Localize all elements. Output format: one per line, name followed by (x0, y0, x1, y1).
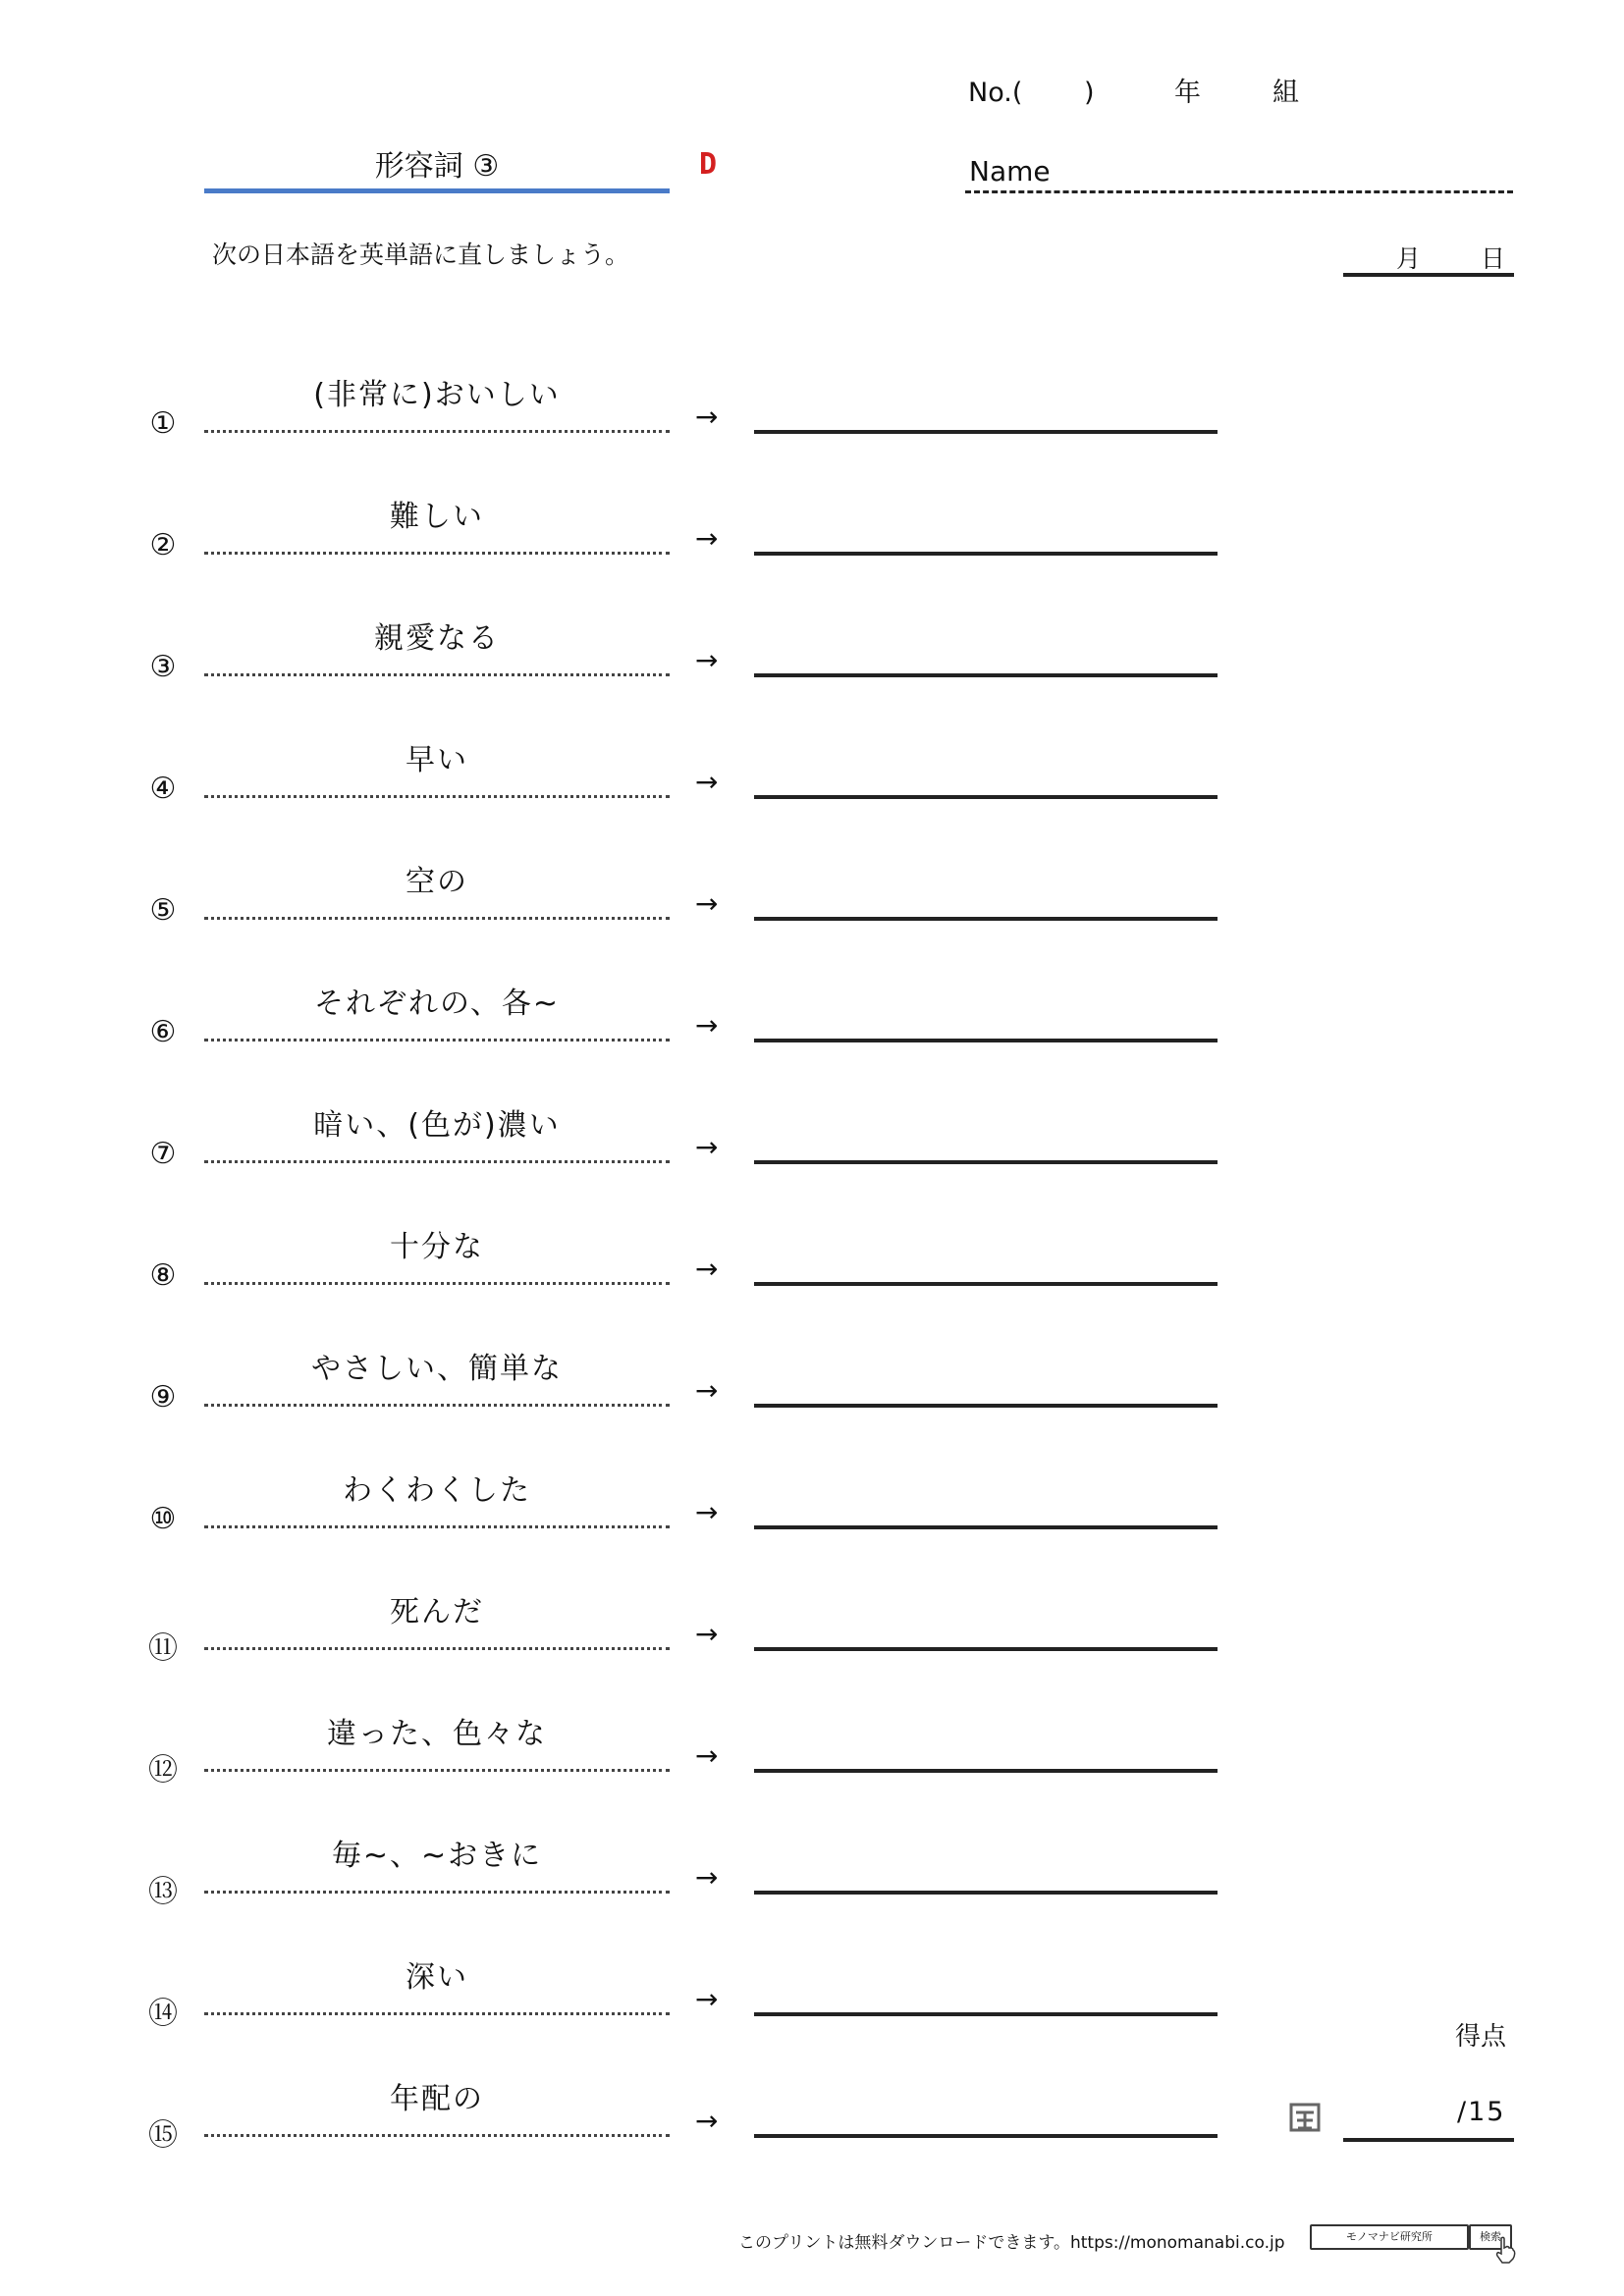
question-underline (204, 1769, 670, 1772)
question-number: ⑦ (149, 1137, 177, 1171)
question-underline (204, 552, 670, 555)
arrow-icon: → (695, 766, 719, 798)
question-underline (204, 1282, 670, 1285)
answer-field[interactable] (754, 2134, 1218, 2138)
question-row (0, 1953, 1624, 2075)
question-row (0, 1832, 1624, 1953)
question-number: ⑤ (149, 893, 177, 928)
question-row (0, 1101, 1624, 1223)
question-row (0, 1223, 1624, 1345)
question-number: ⑫ (148, 1753, 178, 1788)
arrow-icon: → (695, 1374, 719, 1407)
question-row (0, 736, 1624, 858)
arrow-icon: → (695, 1739, 719, 1772)
answer-field[interactable] (754, 1647, 1218, 1651)
arrow-icon: → (695, 1009, 719, 1041)
question-row (0, 1710, 1624, 1832)
arrow-icon: → (695, 1618, 719, 1650)
question-text: 深い (406, 1960, 468, 1995)
arrow-icon: → (695, 522, 719, 555)
question-underline (204, 1404, 670, 1407)
question-text: (非常に)おいしい (313, 378, 561, 412)
arrow-icon: → (695, 887, 719, 920)
question-text: 親愛なる (374, 621, 500, 656)
question-underline (204, 1160, 670, 1163)
question-text: 空の (406, 865, 468, 899)
search-button[interactable]: 検索 (1469, 2224, 1512, 2250)
arrow-icon: → (695, 2105, 719, 2137)
grade-label: 年 (1174, 78, 1201, 108)
day-label: 日 (1481, 244, 1506, 273)
hand-cursor-icon (1494, 2236, 1516, 2264)
answer-field[interactable] (754, 1525, 1218, 1529)
question-text: 死んだ (390, 1595, 484, 1629)
class-label: 組 (1272, 78, 1299, 108)
question-number: ⑬ (148, 1875, 178, 1909)
name-field[interactable] (965, 190, 1513, 193)
score-total: /15 (1457, 2097, 1506, 2127)
arrow-icon: → (695, 644, 719, 676)
question-number: ① (149, 406, 177, 441)
question-row (0, 493, 1624, 614)
arrow-icon: → (695, 1861, 719, 1894)
question-text: 違った、色々な (327, 1717, 547, 1751)
month-label: 月 (1396, 244, 1422, 273)
arrow-icon: → (695, 400, 719, 433)
arrow-icon: → (695, 1983, 719, 2015)
question-underline (204, 673, 670, 676)
question-text: それぞれの、各~ (314, 987, 560, 1021)
answer-field[interactable] (754, 1891, 1218, 1895)
question-number: ⑪ (148, 1631, 178, 1666)
question-row (0, 614, 1624, 736)
question-number: ⑨ (149, 1380, 177, 1415)
score-label: 得点 (1455, 2022, 1507, 2052)
question-number: ⑩ (149, 1502, 177, 1536)
question-number: ⑥ (149, 1015, 177, 1049)
arrow-icon: → (695, 1131, 719, 1163)
arrow-icon: → (695, 1496, 719, 1528)
footer-text: このプリントは無料ダウンロードできます。https://monomanabi.co.jp (738, 2233, 1285, 2253)
question-underline (204, 917, 670, 920)
score-field[interactable] (1343, 2138, 1514, 2142)
question-underline (204, 2134, 670, 2137)
question-underline (204, 2012, 670, 2015)
question-row (0, 1588, 1624, 1710)
answer-field[interactable] (754, 2012, 1218, 2016)
answer-field[interactable] (754, 673, 1218, 677)
question-underline (204, 1039, 670, 1041)
level-badge: D (699, 147, 718, 182)
search-box[interactable]: モノマナビ研究所 (1310, 2224, 1469, 2250)
question-underline (204, 1647, 670, 1650)
question-text: 難しい (390, 500, 484, 534)
question-text: 早い (406, 743, 468, 777)
question-row (0, 371, 1624, 493)
question-number: ⑭ (148, 1997, 178, 2031)
student-number-label: No.( ) (968, 78, 1095, 108)
question-number: ⑮ (148, 2118, 178, 2153)
answer-field[interactable] (754, 552, 1218, 556)
question-text: 十分な (390, 1230, 484, 1264)
answer-field[interactable] (754, 430, 1218, 434)
answer-field[interactable] (754, 917, 1218, 921)
answer-field[interactable] (754, 1039, 1218, 1042)
answer-field[interactable] (754, 795, 1218, 799)
question-text: やさしい、簡単な (311, 1352, 563, 1386)
question-number: ⑧ (149, 1258, 177, 1293)
question-row (0, 1345, 1624, 1467)
question-row (0, 1467, 1624, 1588)
question-number: ④ (149, 772, 177, 806)
question-row (0, 858, 1624, 980)
question-underline (204, 1891, 670, 1894)
question-row (0, 980, 1624, 1101)
question-text: 毎~、~おきに (331, 1839, 543, 1873)
question-underline (204, 795, 670, 798)
answer-field[interactable] (754, 1769, 1218, 1773)
question-text: わくわくした (343, 1473, 531, 1508)
stamp-icon (1288, 2101, 1322, 2134)
question-row (0, 2075, 1624, 2197)
arrow-icon: → (695, 1253, 719, 1285)
question-text: 年配の (390, 2082, 484, 2116)
question-underline (204, 430, 670, 433)
answer-field[interactable] (754, 1160, 1218, 1164)
question-underline (204, 1525, 670, 1528)
name-label: Name (969, 155, 1051, 187)
question-text: 暗い、(色が)濃い (313, 1108, 561, 1143)
answer-field[interactable] (754, 1282, 1218, 1286)
question-number: ② (149, 528, 177, 562)
answer-field[interactable] (754, 1404, 1218, 1408)
worksheet-title: 形容詞 ③ (204, 145, 670, 193)
instruction-text: 次の日本語を英単語に直しましょう。 (212, 240, 630, 269)
question-number: ③ (149, 650, 177, 684)
